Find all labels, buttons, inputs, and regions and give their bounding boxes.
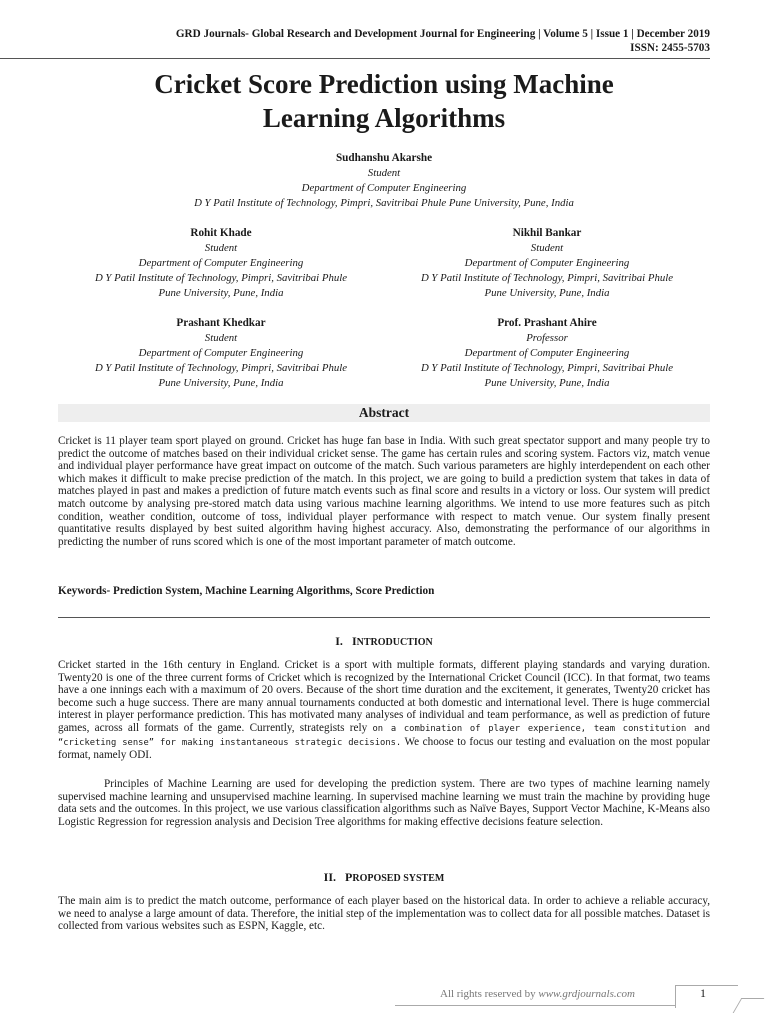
abstract-text: Cricket is 11 player team sport played on ground. Cricket has huge fan base in India. With such great spectator support and many people try to predict the outcome of matches based on their individual cricket sense. The game has certain rules and scoring system. Factors viz, match venue and individual player performance have great impact on outcome of the match. Such various parameters are highly interdependent on each other which makes it difficult to make precise prediction of the match. In this project, we are going to build a prediction system that takes in data of matches played in past and makes a prediction of future match events such as final score and results in a victory or loss. Our system will predict match outcome by analysing pre-stored match data using various machine learning algorithms. We intend to use more features such as pitch condition, weather condition, outcome of toss, individual player performance with respect to match venue. Our system finally present quantitative results displayed by best suited algorithm having highest accuracy. Also, demonstrating the performance of our algorithms in predicting the number of runs scored which is one of the most important parameter of match outcome. xyxy=(58,435,710,548)
footer-site-link[interactable]: www.grdjournals.com xyxy=(538,988,635,1000)
section-rest: NTRODUCTION xyxy=(356,637,433,648)
author-role: Student xyxy=(204,332,238,344)
page-number: 1 xyxy=(700,986,706,1000)
title-line-2: Learning Algorithms xyxy=(262,103,506,133)
author-name: Nikhil Bankar xyxy=(512,227,582,239)
author-dept: Department of Computer Engineering xyxy=(464,257,630,269)
author-block xyxy=(0,151,768,211)
author-role: Student xyxy=(367,167,401,179)
intro-paragraph-2: Principles of Machine Learning are used for developing the prediction system. There are two types of machine learning namely supervised machine learning and unsupervised machine learning. In supervised machine learning we must train the machine by providing huge data sets and the outcomes. In this project, we use various classification algorithms such as Naïve Bayes, Support Vector Machine, K-Means also Logistic Regression for regression analysis and Decision Tree algorithms for making effective decisions feature selection. xyxy=(58,778,710,828)
author-inst: D Y Patil Institute of Technology, Pimpri, Savitribai Phule xyxy=(420,362,674,374)
author-block xyxy=(384,316,710,391)
author-inst: Pune University, Pune, India xyxy=(158,377,284,389)
author-block xyxy=(384,226,710,301)
author-role: Student xyxy=(530,242,564,254)
section-number: I. xyxy=(335,634,343,648)
section-cap: P xyxy=(345,870,353,884)
author-inst: D Y Patil Institute of Technology, Pimpri, Savitribai Phule xyxy=(420,272,674,284)
section-cap: I xyxy=(351,634,357,648)
footer-rule xyxy=(395,1005,675,1006)
author-dept: Department of Computer Engineering xyxy=(301,182,467,194)
section-number: II. xyxy=(323,870,337,884)
author-dept: Department of Computer Engineering xyxy=(138,347,304,359)
author-dept: Department of Computer Engineering xyxy=(464,347,630,359)
author-inst: Pune University, Pune, India xyxy=(484,377,610,389)
intro-text-b: We choose to focus our testing and evaluation on the most popular format, namely ODI. xyxy=(58,735,710,762)
author-block xyxy=(58,226,384,301)
journal-header xyxy=(176,27,710,55)
section-heading-introduction xyxy=(0,634,768,649)
footer-rights-text: All rights reserved by xyxy=(440,988,539,1000)
author-role: Student xyxy=(204,242,238,254)
author-inst: D Y Patil Institute of Technology, Pimpri, Savitribai Phule xyxy=(94,272,348,284)
intro-text-mono: on a combination of player experience, team constitution and “cricketing sense” for making instantaneous strategic decisions. xyxy=(58,723,710,748)
author-inst: D Y Patil Institute of Technology, Pimpri, Savitribai Phule xyxy=(94,362,348,374)
author-name: Prashant Khedkar xyxy=(176,317,266,329)
author-inst: Pune University, Pune, India xyxy=(484,287,610,299)
title-line-1: Cricket Score Prediction using Machine xyxy=(154,69,614,99)
paper-title xyxy=(0,67,768,135)
author-name: Prof. Prashant Ahire xyxy=(497,317,597,329)
author-inst: D Y Patil Institute of Technology, Pimpri, Savitribai Phule Pune University, Pune, India xyxy=(194,197,574,209)
proposed-paragraph-1: The main aim is to predict the match outcome, performance of each player based on the historical data. In order to achieve a reliable accuracy, we need to analyse a large amount of data. Therefore, the initial step of the implementation was to collect data for all possible matches. Dataset is collected from various websites such as ESPN, Kaggle, etc. xyxy=(58,895,710,933)
author-name: Rohit Khade xyxy=(190,227,252,239)
keywords: Keywords- Prediction System, Machine Learning Algorithms, Score Prediction xyxy=(58,585,435,597)
section-rule xyxy=(58,617,710,618)
journal-line: GRD Journals- Global Research and Development Journal for Engineering | Volume 5 | Issue 1 | December 2019 xyxy=(175,28,710,40)
author-block xyxy=(58,316,384,391)
author-role: Professor xyxy=(526,332,568,344)
header-rule xyxy=(0,58,710,59)
page-number-box xyxy=(675,985,738,1008)
intro-paragraph-1 xyxy=(58,659,710,762)
footer-rights xyxy=(440,988,635,1000)
author-dept: Department of Computer Engineering xyxy=(138,257,304,269)
section-heading-proposed-system xyxy=(0,870,768,885)
intro-text-a: Cricket started in the 16th century in England. Cricket is a sport with multiple formats, different playing standards and varying duration. Twenty20 is one of the three current forms of Cricket which is recognized by the International Cricket Council (ICC). In that format, two teams have a one innings each with a maximum of 20 overs. Because of the short time duration and the excitement, it generates, Twenty20 cricket has become such a huge success. There are many annual tournaments conducted at both domestic and international level. There is huge commercial interest in player performance prediction. This has motivated many analyses of individual and team performance, as well as prediction of future games, across all formats of the game. Currently, strategists rely xyxy=(58,659,710,734)
author-name: Sudhanshu Akarshe xyxy=(335,152,433,164)
section-rest: ROPOSED SYSTEM xyxy=(352,873,445,884)
author-inst: Pune University, Pune, India xyxy=(158,287,284,299)
abstract-heading: Abstract xyxy=(58,404,710,422)
issn: ISSN: 2455-5703 xyxy=(630,42,710,54)
